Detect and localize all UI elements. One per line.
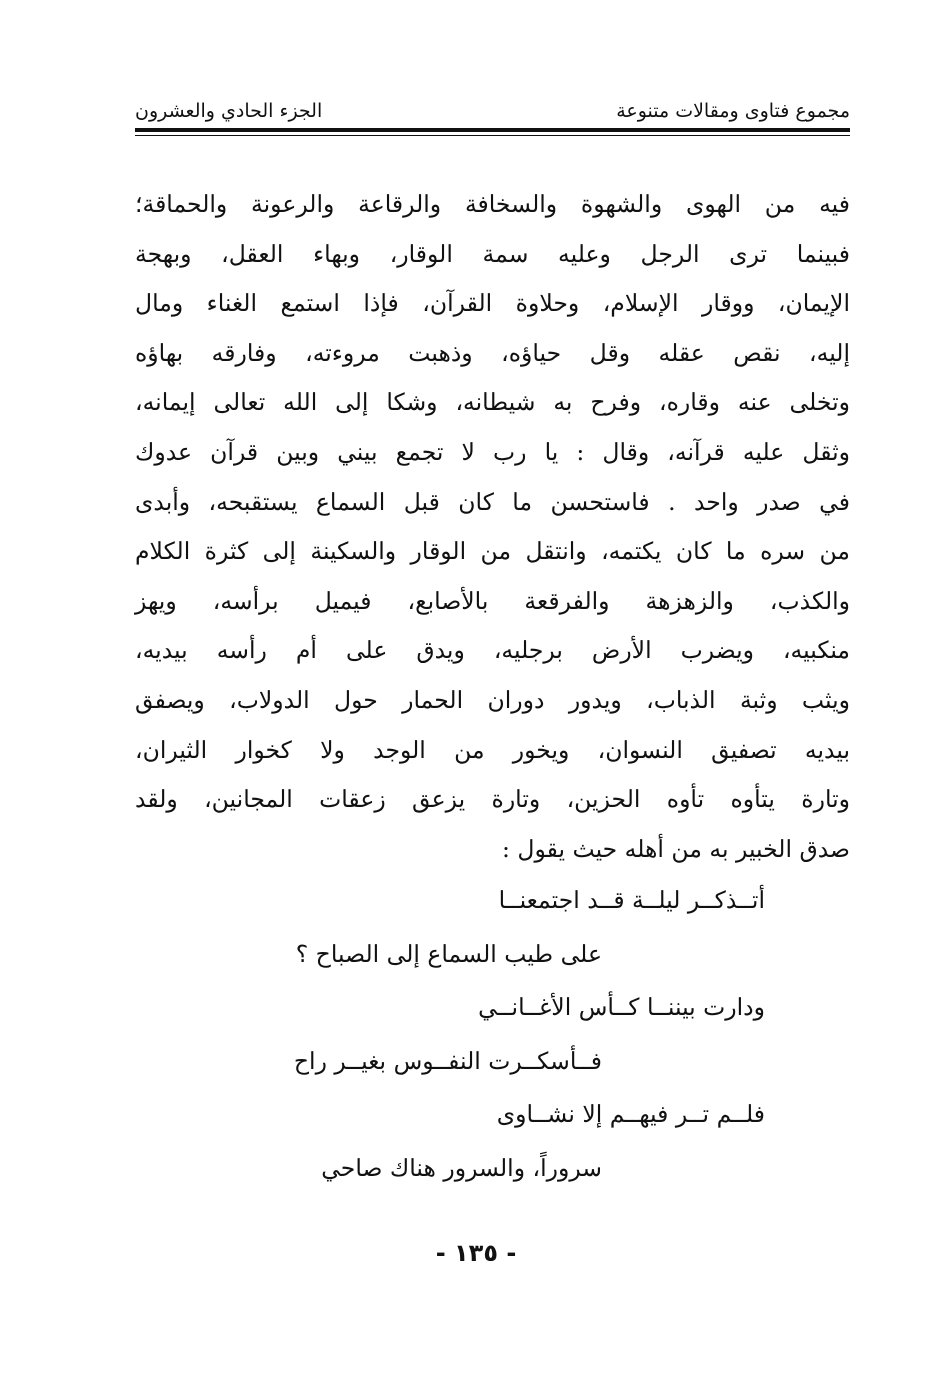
text-line: وتارة يتأوه تأوه الحزين، وتارة يزعق زعقات المجانين، ولقد [135,785,850,814]
verse-first-hemistich: ودارت بيننــا كــأس الأغــانــي [478,993,765,1022]
main-text [135,180,850,1195]
text-line: وثقل عليه قرآنه، وقال : يا رب لا تجمع بيني وبين قرآن عدوك [135,437,850,466]
book-title: مجموع فتاوى ومقالات متنوعة [616,100,850,122]
page-number: - ١٣٥ - [435,1239,517,1267]
running-header [135,92,850,126]
volume-label: الجزء الحادي والعشرون [135,100,323,122]
verse-second-hemistich: على طيب السماع إلى الصباح ؟ [295,939,602,968]
header-rule-thin [135,135,850,136]
text-line: بيديه تصفيق النسوان، ويخور من الوجد ولا كخوار الثيران، [135,735,850,764]
verse-first-hemistich: أتــذكــر ليلــة قــد اجتمعنــا [498,886,765,915]
verse-second-hemistich: سروراً، والسرور هناك صاحي [321,1153,602,1182]
text-line: ويثب وثبة الذباب، ويدور دوران الحمار حول الدولاب، ويصفق [135,685,850,714]
text-line: فيه من الهوى والشهوة والسخافة والرقاعة والرعونة والحماقة؛ [135,190,850,218]
paragraph [135,180,850,874]
text-line: من سره ما كان يكتمه، وانتقل من الوقار والسكينة إلى كثرة الكلام [135,537,850,566]
verse-second-hemistich: فــأسكــرت النفــوس بغيــر راح [293,1046,602,1075]
text-line: منكبيه، ويضرب الأرض برجليه، ويدق على أم رأسه بيديه، [135,636,850,665]
text-line: الإيمان، ووقار الإسلام، وحلاوة القرآن، فإذا استمع الغناء ومال [135,289,850,318]
text-line: فبينما ترى الرجل وعليه سمة الوقار، وبهاء العقل، وبهجة [135,239,850,268]
text-line: وتخلى عنه وقاره، وفرح به شيطانه، وشكا إلى الله تعالى إيمانه، [135,388,850,417]
text-line: صدق الخبير به من أهله حيث يقول : [502,834,850,863]
text-line: إليه، نقص عقله وقل حياؤه، وذهبت مروءته، وفارقه بهاؤه [135,338,850,367]
text-line: في صدر واحد . فاستحسن ما كان قبل السماع يستقبحه، وأبدى [135,487,850,516]
text-line: والكذب، والزهزهة والفرقعة بالأصابع، فيميل برأسه، ويهز [135,586,850,615]
poem [135,874,850,1195]
verse-first-hemistich: فلــم تــر فيهــم إلا نشــاوى [496,1100,765,1129]
header-rule-thick [135,128,850,132]
